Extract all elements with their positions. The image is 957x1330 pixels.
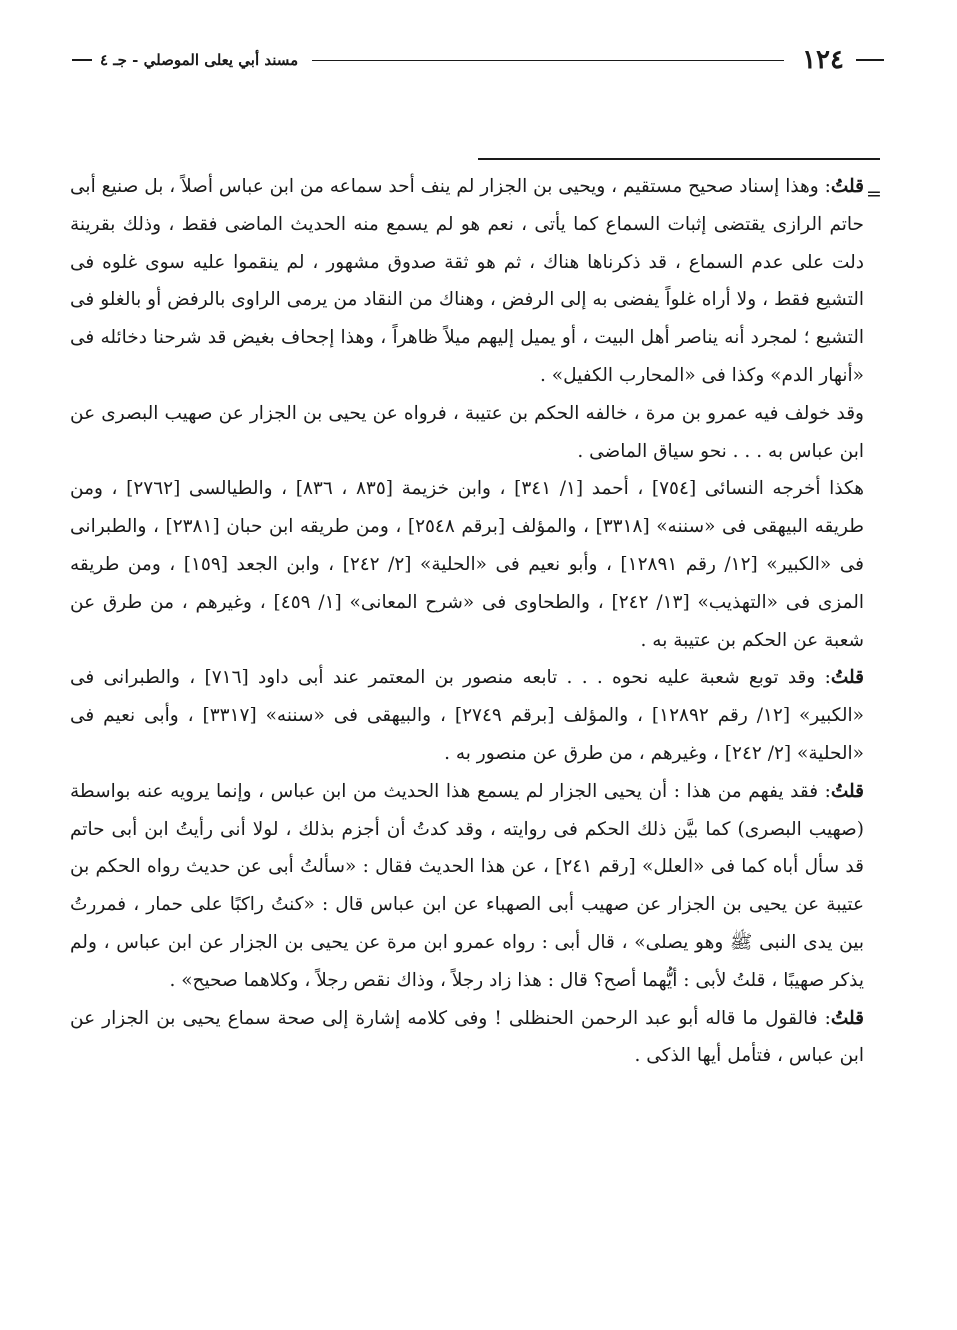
paragraph (70, 168, 864, 395)
paragraph-text: : فالقول ما قاله أبو عبد الرحمن الحنظلى ! وفى كلامه إشارة إلى صحة سماع يحيى بن الجزار عن ابن عباس ، فتأمل أيها الذكى . (70, 1007, 864, 1067)
qultu-label: قلتُ (830, 176, 864, 197)
paragraph (70, 395, 864, 471)
paragraph-text: : وقد توبع شعبة عليه نحوه . . . تابعه منصور بن المعتمر عند أبى داود [٧١٦] ، والطبرانى فى «الكبير» [١٢/ رقم ١٢٨٩٢] ، والمؤلف [برقم ٢٧٤٩] ، والبيهقى فى «سننه» [٣٣١٧] ، وأبى نعيم فى «الحلية» [٢/ ٢٤٢] ، وغيرهم ، من طرق عن منصور به . (70, 667, 864, 764)
paragraph-text: : فقد يفهم من هذا : أن يحيى الجزار لم يسمع هذا الحديث من ابن عباس ، وإنما يرويه عنه بواسطة (صهيب البصرى) كما بيَّن ذلك الحكم فى روايته ، وقد كدتُ أن أجزم بذلك ، لولا أنى رأيتُ ابن أبى حاتم قد سأل أباه كما فى «العلل» [رقم ٢٤١] ، عن هذا الحديث فقال : «سألتُ أبى عن حديث رواه الحكم بن عتيبة عن يحيى بن الجزار عن صهيب أبى الصهباء عن ابن عباس قال : «كنتُ راكبًا على حمار ، فمررتُ بين يدى النبى ﷺ وهو يصلى» ، قال أبى : رواه عمرو ابن مرة عن يحيى بن الجزار عن ابن عباس ، ولم يذكر صهيبًا ، قلتُ لأبى : أيُّهما أصح؟ قال : هذا زاد رجلاً ، وذاك نقص رجلاً ، وكلاهما صحيح» . (70, 780, 864, 991)
continuation-marker: = (866, 183, 882, 205)
header-dash (72, 59, 92, 61)
paragraph (70, 1000, 864, 1076)
header-rule (312, 60, 784, 61)
paragraph (70, 659, 864, 772)
page-number: ١٢٤ (802, 45, 844, 75)
footnote-body (70, 168, 864, 1075)
qultu-label: قلتُ (830, 780, 864, 802)
qultu-label: قلتُ (830, 667, 864, 689)
paragraph-text: : وهذا إسناد صحيح مستقيم ، ويحيى بن الجزار لم ينف أحد سماعه من ابن عباس أصلاً ، بل صنيع أبى حاتم الرازى يقتضى إثبات السماع كما يأتى ، نعم هو لم يسمع منه الحديث الماضى فقط ، وذلك بقرينة دلت على عدم السماع ، قد ذكرناها هناك ، ثم هو ثقة صدوق مشهور ، لم ينقموا عليه سوى غلوه فى التشيع فقط ، ولا أراه غلواً يفضى به إلى الرفض ، وهناك من النقاد من يرمى الراوى بالرفض أو بالغلو فى التشيع ؛ لمجرد أنه يناصر أهل البيت ، أو يميل إليهم ميلاً ظاهراً ، وهذا إجحاف بغيض قد شرحنا دخائله فى «أنهار الدم» وكذا فى «المحارب الكفيل» . (70, 176, 864, 386)
running-header (72, 38, 884, 82)
paragraph (70, 470, 864, 659)
paragraph-text: وقد خولف فيه عمرو بن مرة ، خالفه الحكم بن عتيبة ، فرواه عن يحيى بن الجزار عن صهيب البصرى عن ابن عباس به . . . نحو سياق الماضى . (70, 402, 864, 462)
running-title: مسند أبي يعلى الموصلي - جـ ٤ (100, 51, 299, 69)
footnote-separator (478, 158, 880, 160)
paragraph (70, 773, 864, 1000)
paragraph-text: هكذا أخرجه النسائى [٧٥٤] ، أحمد [١/ ٣٤١] ، وابن خزيمة [٨٣٥ ، ٨٣٦] ، والطيالسى [٢٧٦٢] ، ومن طريقه البيهقى فى «سننه» [٣٣١٨] ، والمؤلف [برقم ٢٥٤٨] ، ومن طريقه ابن حبان [٢٣٨١] ، والطبرانى فى «الكبير» [١٢/ رقم ١٢٨٩١] ، وأبو نعيم فى «الحلية» [٢/ ٢٤٢] ، وابن الجعد [١٥٩] ، ومن طريقه المزى فى «التهذيب» [١٣/ ٢٤٢] ، والطحاوى فى «شرح المعانى» [١/ ٤٥٩] ، وغيرهم ، من طرق عن شعبة عن الحكم بن عتيبة به . (70, 478, 864, 651)
header-dash (856, 59, 884, 61)
qultu-label: قلتُ (830, 1007, 864, 1029)
